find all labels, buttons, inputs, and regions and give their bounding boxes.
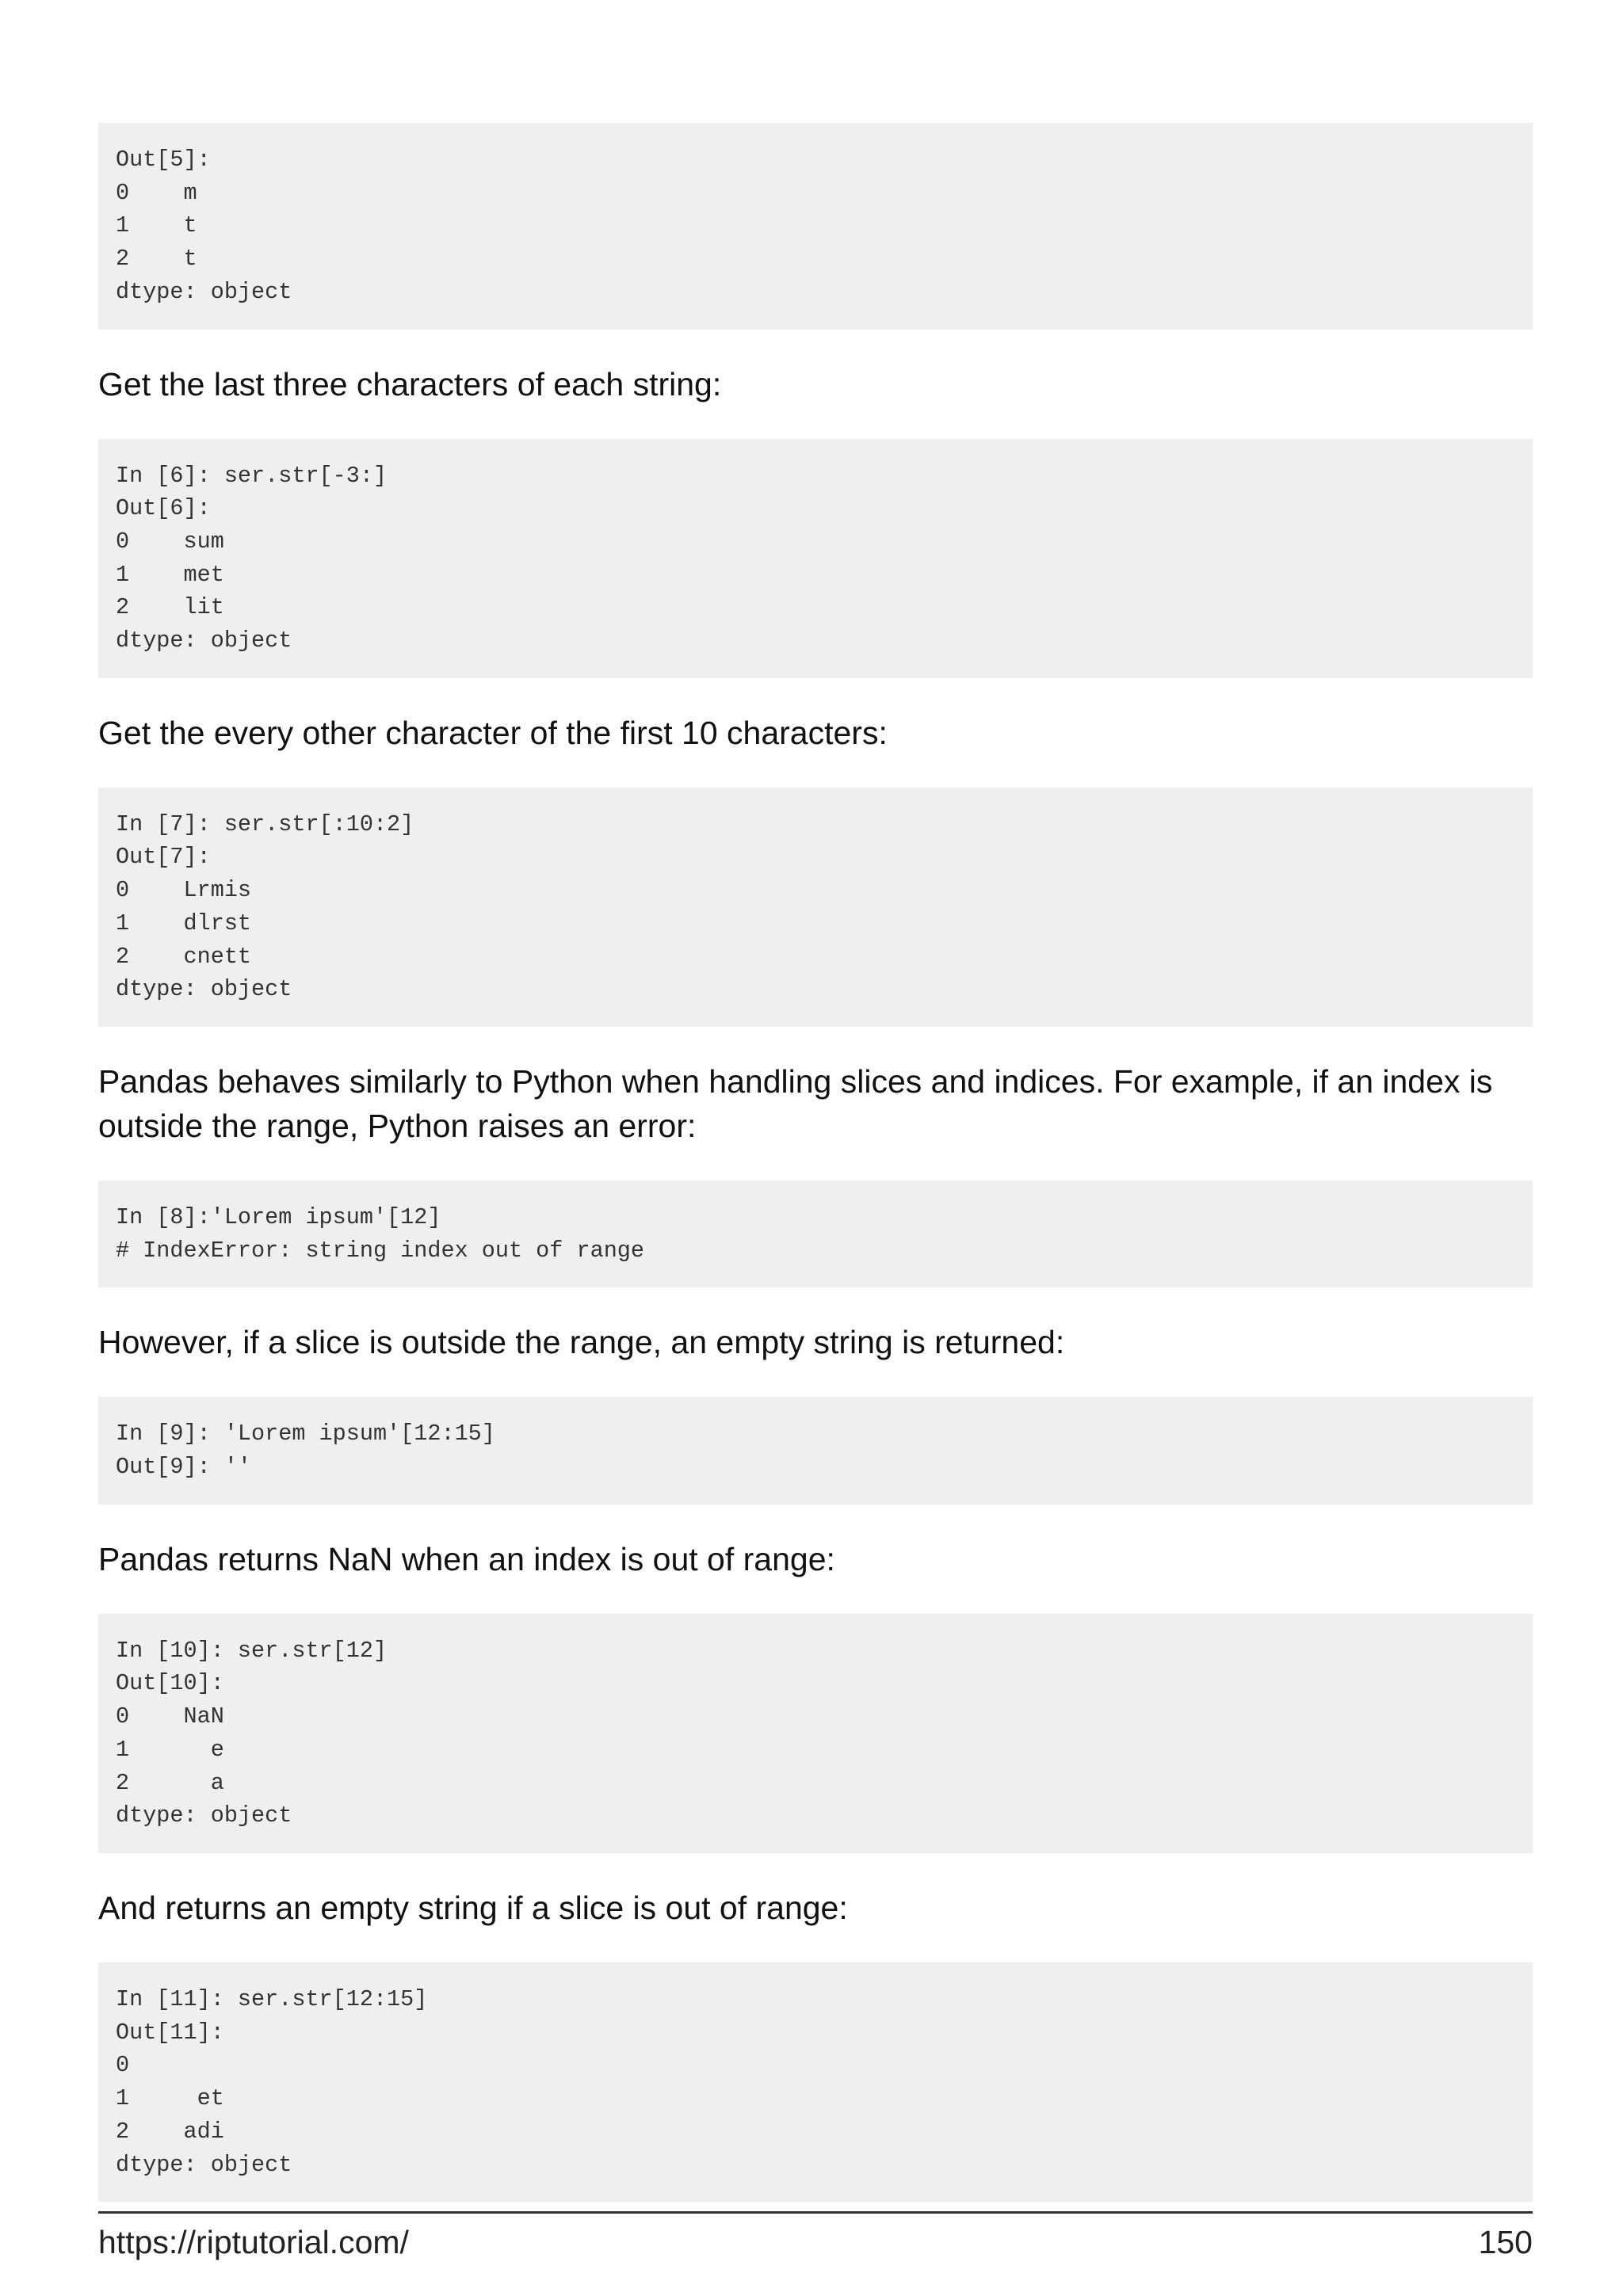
paragraph-last-three: Get the last three characters of each string: (98, 365, 722, 402)
code-block-in8: In [8]:'Lorem ipsum'[12] # IndexError: string index out of range (98, 1180, 1533, 1287)
code-block-in6: In [6]: ser.str[-3:] Out[6]: 0 sum 1 met 2 lit dtype: object (98, 439, 1533, 678)
code-block-in9: In [9]: 'Lorem ipsum'[12:15] Out[9]: '' (98, 1397, 1533, 1504)
page-content (98, 123, 1533, 2202)
paragraph-every-other: Get the every other character of the first 10 characters: (98, 714, 888, 751)
code-block-in10: In [10]: ser.str[12] Out[10]: 0 NaN 1 e 2 a dtype: object (98, 1614, 1533, 1853)
paragraph-slice-outside: However, if a slice is outside the range, an empty string is returned: (98, 1324, 1065, 1361)
page-footer (98, 2211, 1533, 2260)
page-number: 150 (1478, 2224, 1533, 2260)
code-block-in11: In [11]: ser.str[12:15] Out[11]: 0 1 et 2 adi dtype: object (98, 1962, 1533, 2202)
paragraph-slices-indices: Pandas behaves similarly to Python when handling slices and indices. For example, if an index is outside the range, Python raises an error: (98, 1062, 1493, 1144)
paragraph-empty-string: And returns an empty string if a slice is out of range: (98, 1889, 848, 1926)
code-block-in7: In [7]: ser.str[:10:2] Out[7]: 0 Lrmis 1 dlrst 2 cnett dtype: object (98, 788, 1533, 1027)
paragraph-returns-nan: Pandas returns NaN when an index is out of range: (98, 1540, 835, 1577)
footer-url-link[interactable]: https://riptutorial.com/ (98, 2224, 409, 2260)
code-block-out5: Out[5]: 0 m 1 t 2 t dtype: object (98, 123, 1533, 330)
